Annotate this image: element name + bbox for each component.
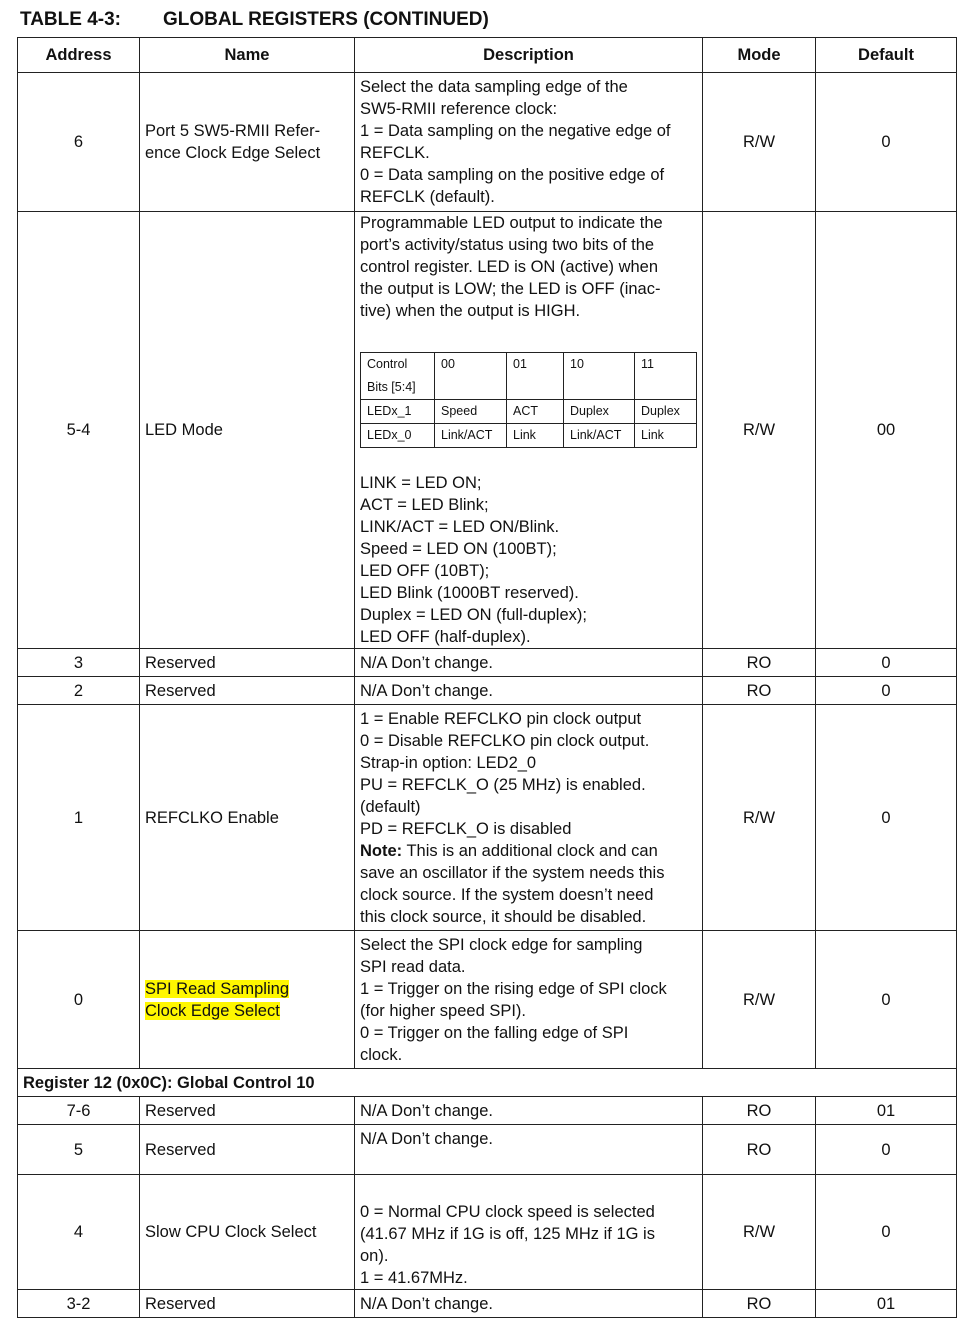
desc-line: Programmable LED output to indicate the bbox=[360, 214, 663, 232]
row-address: 3-2 bbox=[18, 1290, 140, 1318]
led-cell: Duplex bbox=[635, 400, 697, 424]
row-name bbox=[140, 73, 355, 212]
desc-line: this clock source, it should be disabled. bbox=[360, 907, 647, 926]
header-default: Default bbox=[816, 38, 957, 73]
row-mode: RO bbox=[703, 1290, 816, 1318]
desc-line: PU = REFCLK_O (25 MHz) is enabled. bbox=[360, 775, 646, 794]
led-cell: LEDx_0 bbox=[361, 424, 435, 448]
desc-line: clock. bbox=[360, 1045, 403, 1064]
row-name: LED Mode bbox=[140, 212, 355, 649]
desc-line: (41.67 MHz if 1G is off, 125 MHz if 1G is bbox=[360, 1225, 655, 1243]
table-row bbox=[18, 1290, 957, 1318]
desc-line: (default) bbox=[360, 797, 421, 816]
desc-line: port’s activity/status using two bits of the bbox=[360, 236, 655, 254]
desc-line: the output is LOW; the LED is OFF (inac- bbox=[360, 280, 661, 298]
desc-line: 0 = Trigger on the falling edge of SPI bbox=[360, 1023, 629, 1042]
note-line bbox=[360, 840, 697, 862]
led-header-row bbox=[361, 353, 697, 400]
desc-line: on). bbox=[360, 1247, 389, 1265]
desc-line: LINK/ACT = LED ON/Blink. bbox=[360, 518, 560, 536]
led-row bbox=[361, 424, 697, 448]
desc-line: REFCLK (default). bbox=[360, 188, 495, 206]
led-cell: Duplex bbox=[564, 400, 635, 424]
row-address: 2 bbox=[18, 677, 140, 705]
row-address: 7-6 bbox=[18, 1097, 140, 1125]
table-caption bbox=[20, 9, 489, 31]
table-row bbox=[18, 212, 957, 649]
desc-line: Strap-in option: LED2_0 bbox=[360, 753, 537, 772]
row-address: 6 bbox=[18, 73, 140, 212]
row-address: 5-4 bbox=[18, 212, 140, 649]
led-row bbox=[361, 400, 697, 424]
desc-line: LED OFF (10BT); bbox=[360, 562, 490, 580]
desc-line: 0 = Data sampling on the positive edge of bbox=[360, 166, 665, 184]
row-address: 5 bbox=[18, 1125, 140, 1175]
name-line bbox=[145, 1000, 349, 1022]
row-description bbox=[355, 705, 703, 931]
row-address: 3 bbox=[18, 649, 140, 677]
desc-line: Duplex = LED ON (full-duplex); bbox=[360, 606, 587, 624]
highlighted-text: SPI Read Sampling bbox=[145, 979, 289, 998]
led-cell: Speed bbox=[435, 400, 507, 424]
led-cell: Link bbox=[635, 424, 697, 448]
row-description: N/A Don’t change. bbox=[355, 1097, 703, 1125]
row-name: Reserved bbox=[140, 1290, 355, 1318]
led-cell: LEDx_1 bbox=[361, 400, 435, 424]
note-label: Note: bbox=[360, 841, 403, 860]
desc-line: PD = REFCLK_O is disabled bbox=[360, 819, 572, 838]
row-name bbox=[140, 931, 355, 1069]
name-line: ence Clock Edge Select bbox=[145, 144, 321, 162]
row-default: 0 bbox=[816, 931, 957, 1069]
row-address: 0 bbox=[18, 931, 140, 1069]
row-description bbox=[355, 1175, 703, 1290]
row-description: N/A Don’t change. bbox=[355, 649, 703, 677]
row-mode: RO bbox=[703, 1097, 816, 1125]
table-row bbox=[18, 1097, 957, 1125]
table-row bbox=[18, 73, 957, 212]
desc-line: Select the data sampling edge of the bbox=[360, 78, 628, 96]
desc-line: 1 = Enable REFCLKO pin clock output bbox=[360, 709, 642, 728]
row-default: 0 bbox=[816, 649, 957, 677]
section-title: Register 12 (0x0C): Global Control 10 bbox=[18, 1069, 957, 1097]
desc-line: ACT = LED Blink; bbox=[360, 496, 489, 514]
led-header-cell: 10 bbox=[564, 353, 635, 400]
led-cell: Link bbox=[507, 424, 564, 448]
header-address: Address bbox=[18, 38, 140, 73]
row-description: N/A Don’t change. bbox=[355, 1125, 703, 1175]
row-mode: R/W bbox=[703, 1175, 816, 1290]
row-mode: R/W bbox=[703, 73, 816, 212]
desc-line: SW5-RMII reference clock: bbox=[360, 100, 558, 118]
row-name: Slow CPU Clock Select bbox=[140, 1175, 355, 1290]
row-default: 0 bbox=[816, 73, 957, 212]
row-address: 4 bbox=[18, 1175, 140, 1290]
desc-line: REFCLK. bbox=[360, 144, 430, 162]
header-name: Name bbox=[140, 38, 355, 73]
row-name: Reserved bbox=[140, 677, 355, 705]
desc-line: This is an additional clock and can bbox=[402, 841, 658, 860]
row-mode: R/W bbox=[703, 705, 816, 931]
name-line bbox=[145, 978, 349, 1000]
desc-line: 0 = Disable REFCLKO pin clock output. bbox=[360, 731, 650, 750]
row-description bbox=[355, 931, 703, 1069]
section-row bbox=[18, 1069, 957, 1097]
led-cell: Link/ACT bbox=[564, 424, 635, 448]
row-default: 01 bbox=[816, 1290, 957, 1318]
row-default: 00 bbox=[816, 212, 957, 649]
row-mode: RO bbox=[703, 649, 816, 677]
desc-line: Speed = LED ON (100BT); bbox=[360, 540, 557, 558]
header-description: Description bbox=[355, 38, 703, 73]
row-description: N/A Don’t change. bbox=[355, 1290, 703, 1318]
desc-line: 1 = Trigger on the rising edge of SPI clock bbox=[360, 979, 667, 998]
table-row bbox=[18, 677, 957, 705]
table-number: TABLE 4-3: bbox=[20, 9, 121, 30]
table-row bbox=[18, 1125, 957, 1175]
global-registers-table bbox=[17, 37, 957, 1318]
desc-line: 1 = Data sampling on the negative edge of bbox=[360, 122, 671, 140]
row-name: REFCLKO Enable bbox=[140, 705, 355, 931]
row-default: 0 bbox=[816, 705, 957, 931]
row-mode: R/W bbox=[703, 212, 816, 649]
led-header-cell: 01 bbox=[507, 353, 564, 400]
name-line: Port 5 SW5-RMII Refer- bbox=[145, 122, 321, 140]
desc-line: tive) when the output is HIGH. bbox=[360, 302, 581, 320]
desc-line: save an oscillator if the system needs this bbox=[360, 863, 665, 882]
header-mode: Mode bbox=[703, 38, 816, 73]
desc-line: (for higher speed SPI). bbox=[360, 1001, 526, 1020]
row-default: 0 bbox=[816, 1175, 957, 1290]
row-description: N/A Don’t change. bbox=[355, 677, 703, 705]
desc-line: Select the SPI clock edge for sampling bbox=[360, 935, 643, 954]
row-default: 0 bbox=[816, 677, 957, 705]
row-description bbox=[355, 212, 703, 649]
led-header-cell: 11 bbox=[635, 353, 697, 400]
row-mode: RO bbox=[703, 1125, 816, 1175]
table-row bbox=[18, 1175, 957, 1290]
led-header-cell: Control Bits [5:4] bbox=[361, 353, 435, 400]
desc-line: SPI read data. bbox=[360, 957, 466, 976]
desc-line: control register. LED is ON (active) when bbox=[360, 258, 659, 276]
desc-line: LINK = LED ON; bbox=[360, 474, 482, 492]
row-default: 0 bbox=[816, 1125, 957, 1175]
highlighted-text: Clock Edge Select bbox=[145, 1001, 280, 1020]
table-title: GLOBAL REGISTERS (CONTINUED) bbox=[163, 9, 489, 30]
table-row bbox=[18, 649, 957, 677]
header-row bbox=[18, 38, 957, 73]
row-name: Reserved bbox=[140, 1125, 355, 1175]
led-mode-table bbox=[360, 352, 697, 448]
row-name: Reserved bbox=[140, 649, 355, 677]
row-name: Reserved bbox=[140, 1097, 355, 1125]
desc-line: LED Blink (1000BT reserved). bbox=[360, 584, 579, 602]
desc-line: LED OFF (half-duplex). bbox=[360, 628, 531, 646]
row-mode: RO bbox=[703, 677, 816, 705]
led-cell: Link/ACT bbox=[435, 424, 507, 448]
desc-line: clock source. If the system doesn’t need bbox=[360, 885, 654, 904]
desc-line: 1 = 41.67MHz. bbox=[360, 1269, 468, 1287]
row-mode: R/W bbox=[703, 931, 816, 1069]
row-address: 1 bbox=[18, 705, 140, 931]
table-row bbox=[18, 931, 957, 1069]
led-header-cell: 00 bbox=[435, 353, 507, 400]
row-description bbox=[355, 73, 703, 212]
row-default: 01 bbox=[816, 1097, 957, 1125]
table-row bbox=[18, 705, 957, 931]
desc-line: 0 = Normal CPU clock speed is selected bbox=[360, 1203, 655, 1221]
led-cell: ACT bbox=[507, 400, 564, 424]
